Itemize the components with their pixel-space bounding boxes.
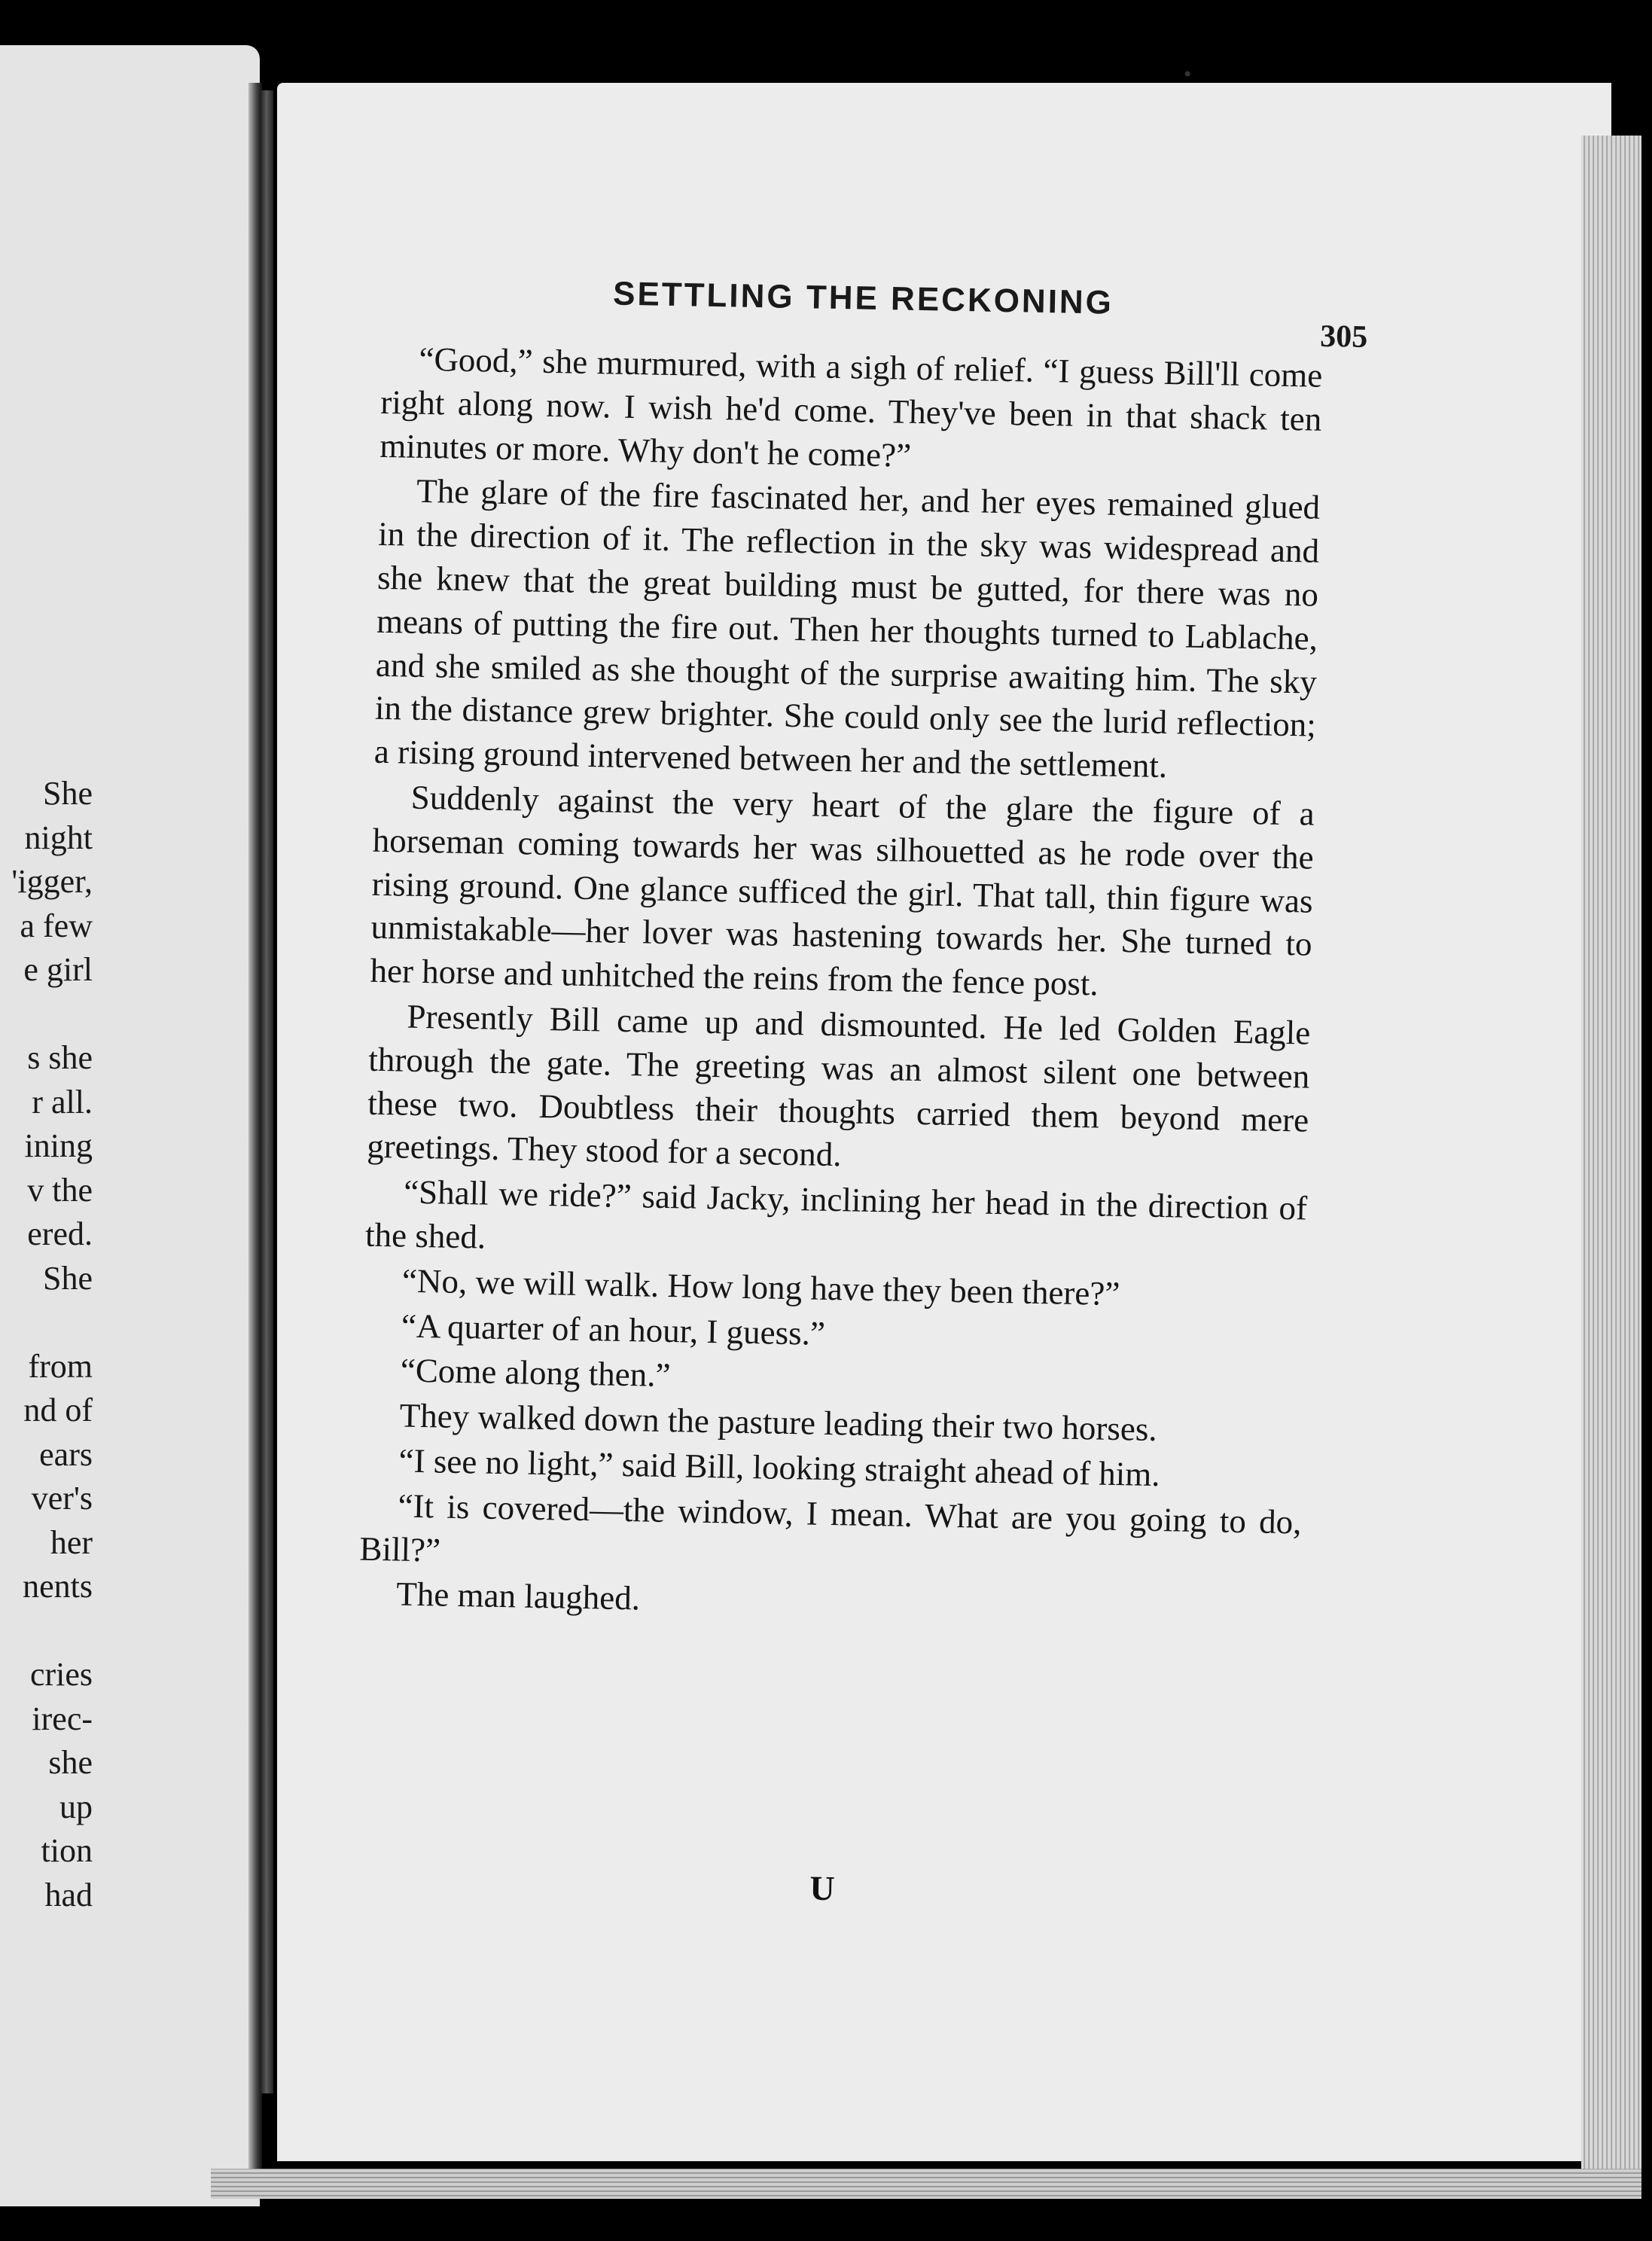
left-page-line: from [28, 1347, 93, 1385]
paragraph: “It is covered—the window, I mean. What are you going to do, Bill?” [359, 1486, 1302, 1569]
left-page-text-lines [11, 772, 93, 1917]
paragraph: Suddenly against the very heart of the glare the figure of a horseman coming towards her was silhouetted as he rode over the rising ground. One glance sufficed the girl. That tall, thin figure was unmistakable—her lover was hastening towards her. She turned to her horse and unhitched the reins from the fence post. [370, 778, 1315, 1003]
left-page-line: r all. [32, 1083, 93, 1120]
page-stack-right-edge [1581, 136, 1641, 2169]
left-page-line: had [44, 1876, 93, 1913]
left-page-line: irec- [32, 1700, 93, 1737]
paragraph: “A quarter of an hour, I guess.” [401, 1306, 826, 1352]
running-header: SETTLING THE RECKONING [612, 275, 1114, 322]
left-page-line: her [50, 1523, 93, 1561]
paragraph: “I see no light,” said Bill, looking straight ahead of him. [398, 1441, 1161, 1493]
left-page-fragment [0, 45, 260, 2206]
left-page-line: v the [27, 1171, 93, 1209]
left-page-line: ered. [27, 1215, 93, 1252]
page-stack-bottom-edge [211, 2169, 1641, 2199]
left-page-line: night [24, 819, 93, 856]
left-page-line: nents [23, 1568, 93, 1605]
left-page-line [11, 992, 93, 1037]
left-page-line: up [59, 1788, 93, 1825]
paragraph: “Come along then.” [400, 1351, 671, 1395]
paragraph: “Good,” she murmured, with a sigh of relief. “I guess Bill'll come right along now. I wish he'd come. They've been in that shack ten minutes or more. Why don't he come?” [379, 340, 1323, 474]
left-page-line [11, 1609, 93, 1654]
paragraph: “Shall we ride?” said Jacky, inclining her head in the direction of the shed. [364, 1172, 1308, 1256]
left-page-line: 'igger, [11, 863, 93, 900]
paragraph: The glare of the fire fascinated her, and her eyes remained glued in the direction of it. The reflection in the sky was widespread and she knew that the great building must be gutted, for there was no means of putting the fire out. Then her thoughts turned to Lablache, and she smiled as she thought of the surprise awaiting him. The sky in the distance grew brighter. She could only see the lurid reflection; a rising ground intervened between her and the settlement. [373, 472, 1321, 785]
left-page-line [11, 1300, 93, 1345]
left-page-line: tion [41, 1832, 93, 1869]
body-text [358, 337, 1323, 1635]
left-page-line: ver's [31, 1480, 93, 1517]
left-page-line: ining [24, 1127, 93, 1164]
signature-mark: U [809, 1868, 836, 1908]
left-page-line: ears [39, 1435, 93, 1473]
paragraph: The man laughed. [395, 1575, 641, 1617]
left-page-line: a few [20, 907, 93, 944]
left-page-line: She [43, 1259, 93, 1297]
left-page-line: cries [29, 1656, 93, 1693]
book-spine-gutter [260, 90, 273, 2093]
left-page-line: s she [27, 1039, 93, 1076]
paragraph: Presently Bill came up and dismounted. He led Golden Eagle through the gate. The greeting was an almost silent one between these two. Doubtless their thoughts carried them beyond mere greetings. They stood for a second. [366, 997, 1311, 1174]
left-page-line: she [48, 1744, 93, 1781]
paragraph: “No, we will walk. How long have they been there?” [401, 1261, 1120, 1313]
paragraph: They walked down the pasture leading their two horses. [399, 1396, 1158, 1449]
dust-speck: • [1184, 62, 1192, 87]
left-page-line: nd of [23, 1392, 93, 1428]
left-page-line: e girl [23, 951, 93, 988]
page-number: 305 [1319, 319, 1368, 355]
left-page-line: She [43, 775, 93, 812]
